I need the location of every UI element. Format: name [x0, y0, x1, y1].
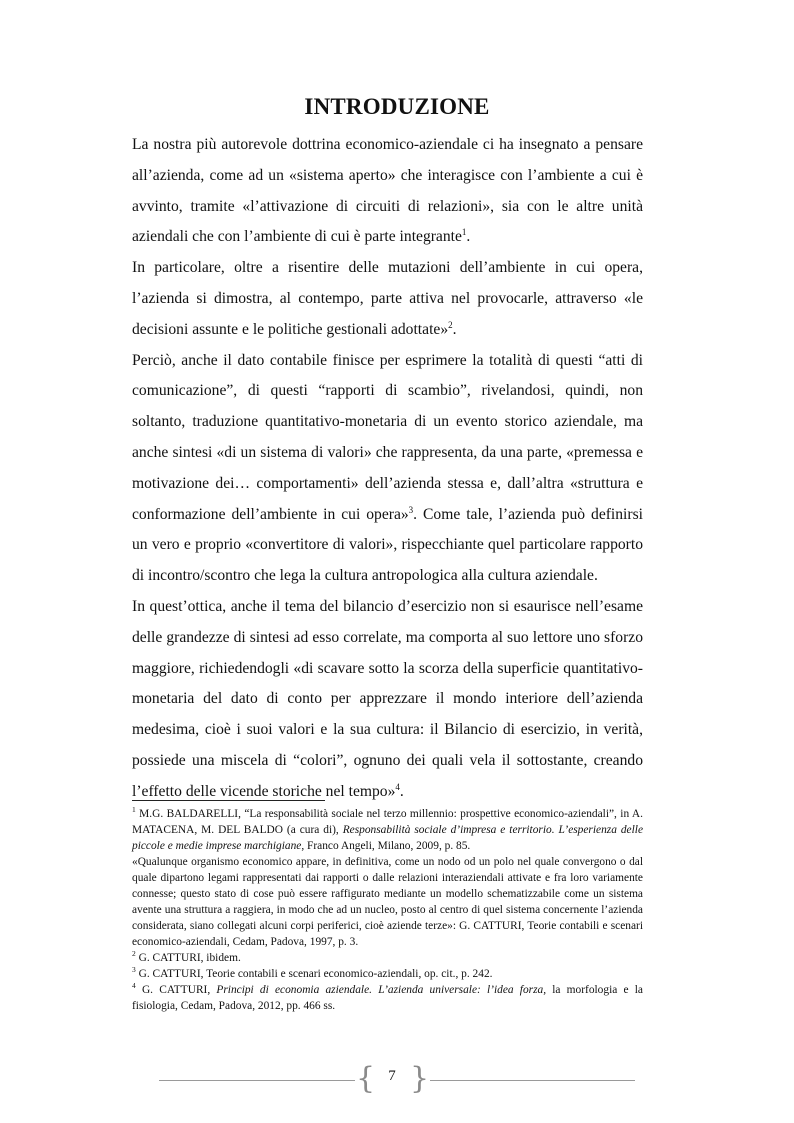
- footnote-text: G. CATTURI, Teorie contabili e scenari economico-aziendali, op. cit., p. 242.: [135, 968, 493, 980]
- footer-divider-left: [159, 1080, 355, 1081]
- paragraph-text: In quest’ottica, anche il tema del bilancio d’esercizio non si esaurisce nell’esame delle grandezze di sintesi ad esso correlate, ma comporta al suo lettore uno sforzo maggiore, richiedendogli «di scavare sotto la scorza della superficie quantitativo-monetaria del dato di conto per apprezzare il mondo interiore dell’azienda medesima, cioè i suoi valori e la sua cultura: il Bilancio di esercizio, in verità, possiede una miscela di “colori”, ognuno dei quali vela il sottostante, creando l’effetto delle vicende storiche nel tempo»: [132, 597, 643, 800]
- body-text: [132, 130, 643, 808]
- footnotes: [132, 806, 643, 1014]
- paragraph-text: La nostra più autorevole dottrina economico-aziendale ci ha insegnato a pensare all’azienda, come ad un «sistema aperto» che interagisce con l’ambiente a cui è avvinto, tramite «l’attivazione di circuiti di relazioni», sia con le altre unità aziendali che con l’ambiente di cui è parte integrante: [132, 136, 643, 246]
- left-brace-ornament: {: [356, 1061, 376, 1096]
- footnote-ref[interactable]: 1: [461, 227, 467, 238]
- footnote-separator: [132, 800, 325, 801]
- footnote-text: , Franco Angeli, Milano, 2009, p. 85.: [301, 840, 471, 852]
- page-number: 7: [388, 1068, 396, 1084]
- footnote-number: 1: [132, 805, 136, 815]
- paragraph-1: [132, 130, 643, 253]
- page-footer: [0, 1062, 794, 1098]
- paragraph-text: In particolare, oltre a risentire delle mutazioni dell’ambiente in cui opera, l’azienda si dimostra, al contempo, parte attiva nel provocarle, attraverso «le decisioni assunte e le politiche gestionali adottate»: [132, 259, 643, 338]
- paragraph-4: [132, 592, 643, 808]
- paragraph-2: [132, 253, 643, 345]
- paragraph-text: Perciò, anche il dato contabile finisce per esprimere la totalità di questi “atti di comunicazione”, di questi “rapporti di scambio”, rivelandosi, quindi, non soltanto, traduzione quantitativo-monetaria di un evento storico aziendale, ma anche sintesi «di un sistema di valori» che rappresenta, da una parte, «premessa e motivazione dei… comportamenti» dell’azienda stessa e, dall’altra «struttura e conformazione dell’ambiente in cui opera»: [132, 351, 643, 523]
- paragraph-text: . Come tale, l’azienda può definirsi un vero e proprio «convertitore di valori», rispecchiante quel particolare rapporto di incontro/scontro che lega la cultura antropologica alla cultura aziendale.: [132, 505, 643, 585]
- footnote-1-quote: «Qualunque organismo economico appare, in definitiva, come un nodo od un polo nel quale convergono o dal quale dipartono legami rappresentati dai rapporti o dalle relazioni interaziendali attivate e fra loro variamente connesse; questo stato di cose può essere raffigurato mediante un modello schematizzabile come un sistema avente una struttura a raggiera, in modo che ad un nucleo, posto al centro di quel sistema concernente l’azienda considerata, siano collegati alcuni corpi periferici, cioè aziende terze»: G. CATTURI, Teorie contabili e scenari economico-aziendali, Cedam, Padova, 1997, p. 3.: [132, 856, 643, 948]
- footnote-3: [132, 966, 643, 982]
- footnote-text: la morfologia e la fisiologia, Cedam, Padova, 2012, pp. 466 ss.: [132, 984, 643, 1012]
- footnote-number: 4: [132, 981, 136, 991]
- footnote-number: 3: [132, 965, 136, 975]
- footnote-text: G. CATTURI,: [135, 984, 217, 996]
- paragraph-text: .: [399, 782, 404, 800]
- footnote-4: [132, 982, 643, 1014]
- paragraph-text: .: [452, 320, 457, 338]
- footnote-ref[interactable]: 3: [408, 504, 414, 515]
- footnote-text: M.G. BALDARELLI, “La responsabilità sociale nel terzo millennio: prospettive economico-aziendali”, in A. MATACENA, M. DEL BALDO (a cura di),: [132, 808, 643, 836]
- footnote-1: [132, 806, 643, 854]
- footnote-italic-title: Principi di economia aziendale. L’azienda universale: l’idea forza,: [216, 984, 547, 996]
- footnote-italic-title: Responsabilità sociale d’impresa e territorio. L’esperienza delle piccole e medie imprese marchigiane: [132, 824, 643, 852]
- right-brace-ornament: }: [410, 1061, 430, 1096]
- footer-divider-right: [430, 1080, 635, 1081]
- chapter-title: INTRODUZIONE: [304, 94, 490, 119]
- footnote-ref[interactable]: 4: [395, 781, 400, 792]
- paragraph-text: .: [466, 228, 471, 246]
- footnote-2: [132, 950, 643, 966]
- footnote-number: 2: [132, 949, 136, 959]
- paragraph-3: [132, 346, 643, 592]
- footnote-ref[interactable]: 2: [448, 319, 453, 330]
- footnote-text: G. CATTURI, ibidem.: [135, 952, 241, 964]
